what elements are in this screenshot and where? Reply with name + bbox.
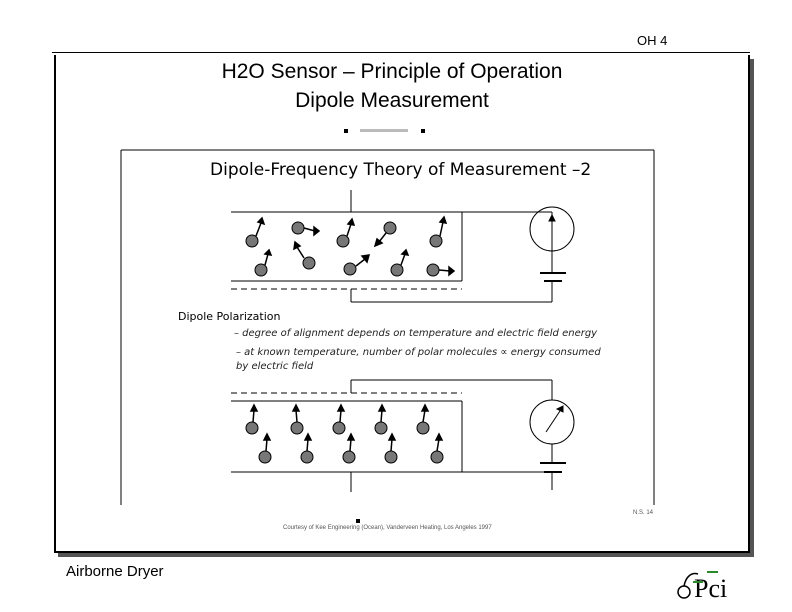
bullet-2-line-1: – at known temperature, number of polar molecules ∝ energy consumed xyxy=(236,347,601,358)
pci-logo xyxy=(676,564,736,602)
section-label: Dipole Polarization xyxy=(178,310,281,323)
bullet-2-line-2: by electric field xyxy=(236,361,314,372)
slide-title-line-2: Dipole Measurement xyxy=(295,89,489,112)
page-ref: N.S. 14 xyxy=(633,510,654,516)
svg-text:Pci: Pci xyxy=(694,574,728,602)
credit-line: Courtesy of Kee Engineering (Ocean), Vanderveen Heating, Los Angeles 1997 xyxy=(283,525,492,531)
diagram-title: Dipole-Frequency Theory of Measurement –2 xyxy=(210,160,592,180)
bullet-1: – degree of alignment depends on temperature and electric field energy xyxy=(234,328,598,339)
footer-text: Airborne Dryer xyxy=(66,563,164,580)
page-number: OH 4 xyxy=(637,33,668,48)
slide-title-line-1: H2O Sensor – Principle of Operation xyxy=(221,60,563,83)
